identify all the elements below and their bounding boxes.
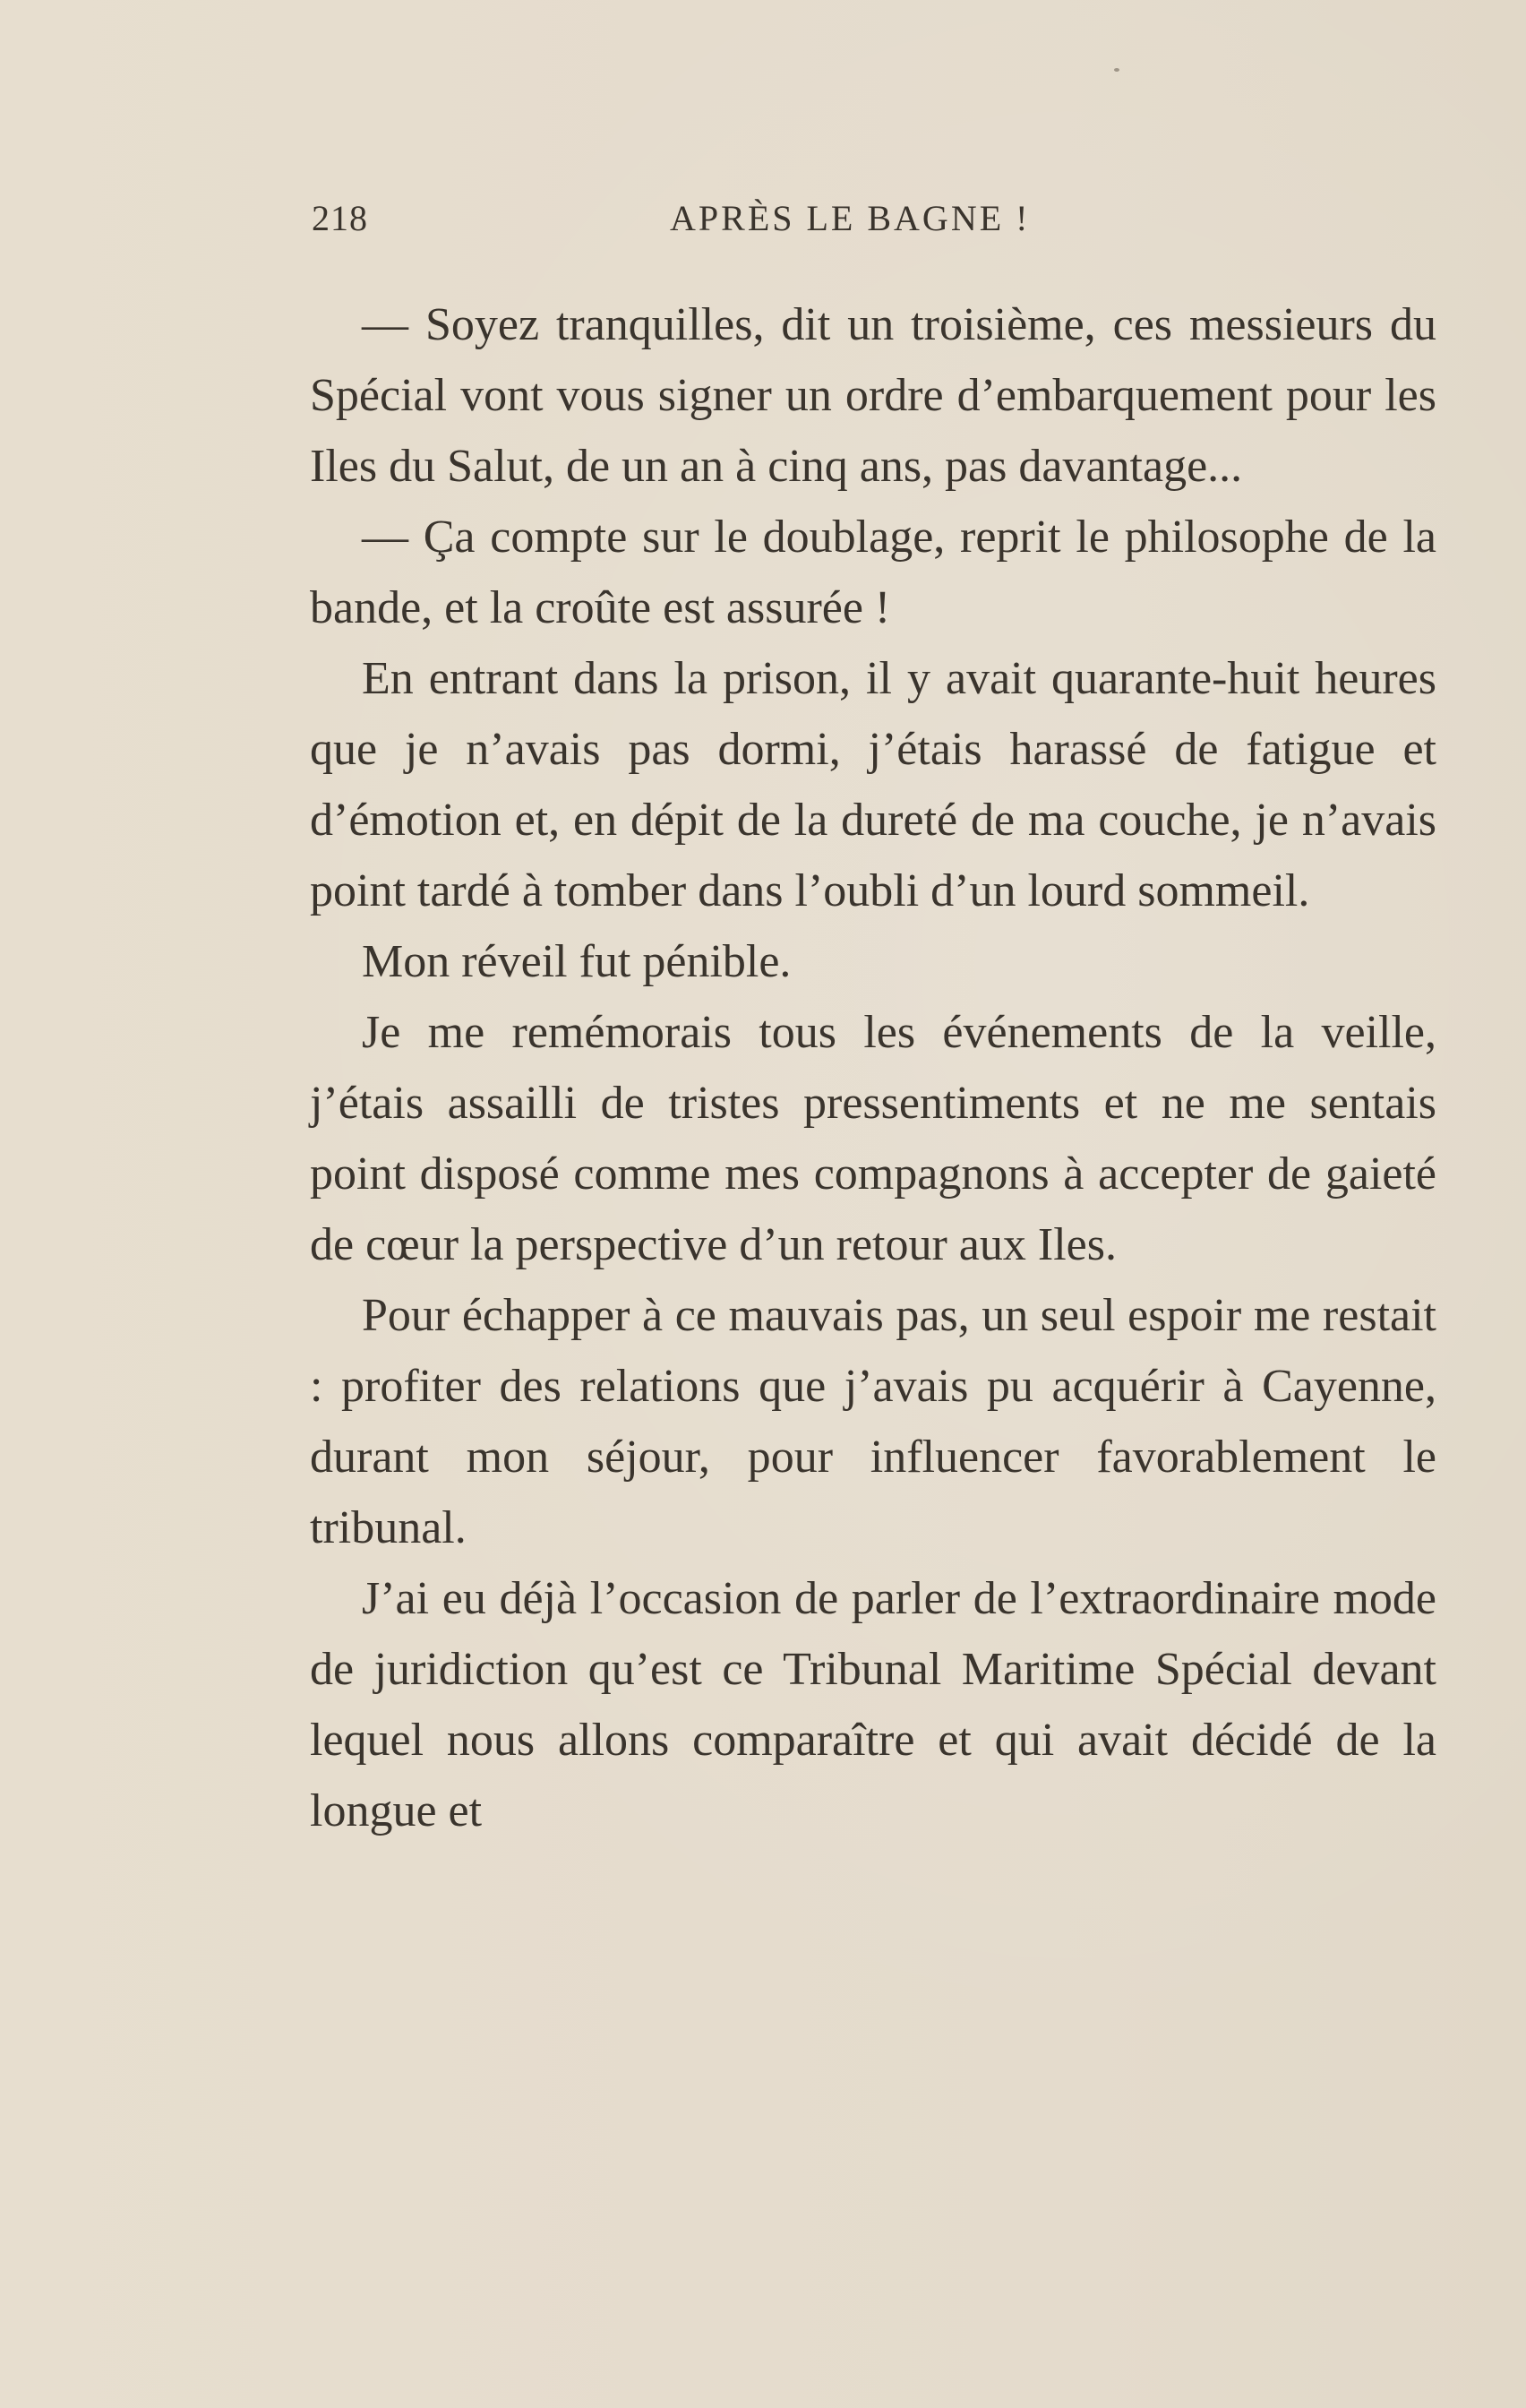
page-header [312, 197, 1082, 251]
page-number: 218 [312, 198, 368, 238]
paragraph-7: J’ai eu déjà l’occasion de parler de l’extraordinaire mode de juridiction qu’est ce Tribunal Maritime Spécial devant lequel nous allons comparaître et qui avait décidé de la longue et [310, 1573, 1436, 1836]
paragraph-4: Mon réveil fut pénible. [362, 936, 792, 987]
running-title: APRÈS LE BAGNE ! [670, 198, 1031, 238]
body-text [310, 289, 1436, 1846]
paragraph-3: En entrant dans la prison, il y avait quarante-huit heures que je n’avais pas dormi, j’étais harassé de fatigue et d’émotion et, en dépit de la dureté de ma couche, je n’avais point tardé à tomber dans l’oubli d’un lourd sommeil. [310, 653, 1436, 916]
paper-speck [1114, 68, 1119, 72]
paragraph-6: Pour échapper à ce mauvais pas, un seul espoir me restait : profiter des relations que j’avais pu acquérir à Cayenne, durant mon séjour, pour influencer favorablement le tribunal. [310, 1290, 1436, 1553]
paragraph-1: — Soyez tranquilles, dit un troisième, ces messieurs du Spécial vont vous signer un ordre d’embarquement pour les Iles du Salut, de un an à cinq ans, pas davantage... [310, 299, 1436, 492]
paragraph-2: — Ça compte sur le doublage, reprit le philosophe de la bande, et la croûte est assurée ! [310, 512, 1436, 633]
paragraph-5: Je me remémorais tous les événements de la veille, j’étais assailli de tristes pressentiments et ne me sentais point disposé comme mes compagnons à accepter de gaieté de cœur la perspective d’un retour aux Iles. [310, 1007, 1436, 1270]
